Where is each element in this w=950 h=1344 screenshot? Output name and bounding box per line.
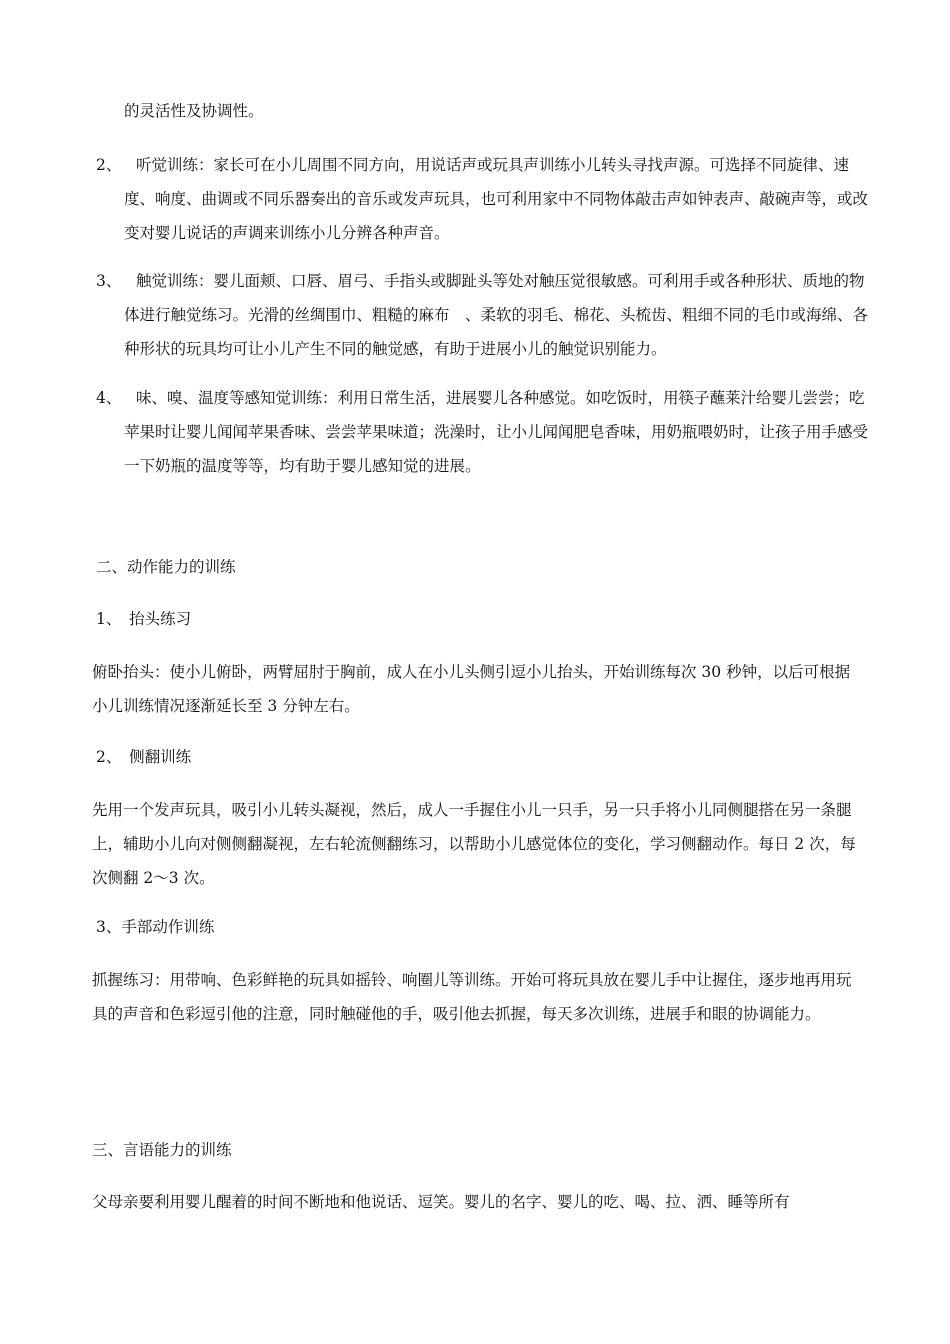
subheading-hand-motion: 3、手部动作训练 — [96, 918, 215, 936]
list-item-text-senses: 味、嗅、温度等感知觉训练：利用日常生活，进展婴儿各种感觉。如吃饭时，用筷子蘸莱汁给婴儿尝尝；吃苹果时让婴儿闻闻苹果香味、尝尝苹果味道；洗澡时，让小儿闻闻肥皂香味，用奶瓶喂奶时，让孩子用手感受一下奶瓶的温度等等，均有助于婴儿感知觉的进展。 — [124, 389, 869, 475]
section-heading-motor: 二、动作能力的训练 — [96, 558, 236, 576]
subheading-head-lift: 1、 抬头练习 — [96, 610, 192, 628]
list-item-number: 4、 — [96, 389, 122, 407]
list-item-number: 2、 — [96, 156, 122, 174]
section-heading-language: 三、言语能力的训练 — [92, 1141, 232, 1159]
list-item-number: 3、 — [96, 272, 122, 290]
paragraph-hand-motion: 抓握练习：用带响、色彩鲜艳的玩具如摇铃、响圈儿等训练。开始可将玩具放在婴儿手中让握住，逐步地再用玩具的声音和色彩逗引他的注意，同时触碰他的手，吸引他去抓握，每天多次训练，进展手和眼的协调能力。 — [92, 971, 852, 1023]
paragraph-head-lift: 俯卧抬头：使小儿俯卧，两臂屈肘于胸前，成人在小儿头侧引逗小儿抬头，开始训练每次 30 秒钟，以后可根据小儿训练情况逐渐延长至 3 分钟左右。 — [92, 663, 851, 715]
list-item-text-hearing: 听觉训练：家长可在小儿周围不同方向，用说话声或玩具声训练小儿转头寻找声源。可选择不同旋律、速度、响度、曲调或不同乐器奏出的音乐或发声玩具，也可利用家中不同物体敲击声如钟表声、敲碗声等，或改变对婴儿说话的声调来训练小儿分辨各种声音。 — [124, 156, 869, 242]
subheading-side-roll: 2、 侧翻训练 — [96, 748, 192, 766]
continuation-text: 的灵活性及协调性。 — [124, 102, 264, 120]
list-item-text-touch: 触觉训练：婴儿面颊、口唇、眉弓、手指头或脚趾头等处对触压觉很敏感。可利用手或各种形状、质地的物体进行触觉练习。光滑的丝绸围巾、粗糙的麻布 、柔软的羽毛、棉花、头梳齿、粗细不同的毛巾或海绵、各种形状的玩具均可让小儿产生不同的触觉感，有助于进展小儿的触觉识别能力。 — [124, 272, 869, 358]
paragraph-side-roll: 先用一个发声玩具，吸引小儿转头凝视，然后，成人一手握住小儿一只手，另一只手将小儿同侧腿搭在另一条腿上，辅助小儿向对侧侧翻凝视，左右轮流侧翻练习，以帮助小儿感觉体位的变化，学习侧翻动作。每日 2 次，每次侧翻 2～3 次。 — [92, 801, 856, 887]
paragraph-language: 父母亲要利用婴儿醒着的时间不断地和他说话、逗笑。婴儿的名字、婴儿的吃、喝、拉、洒、睡等所有 — [92, 1193, 790, 1211]
